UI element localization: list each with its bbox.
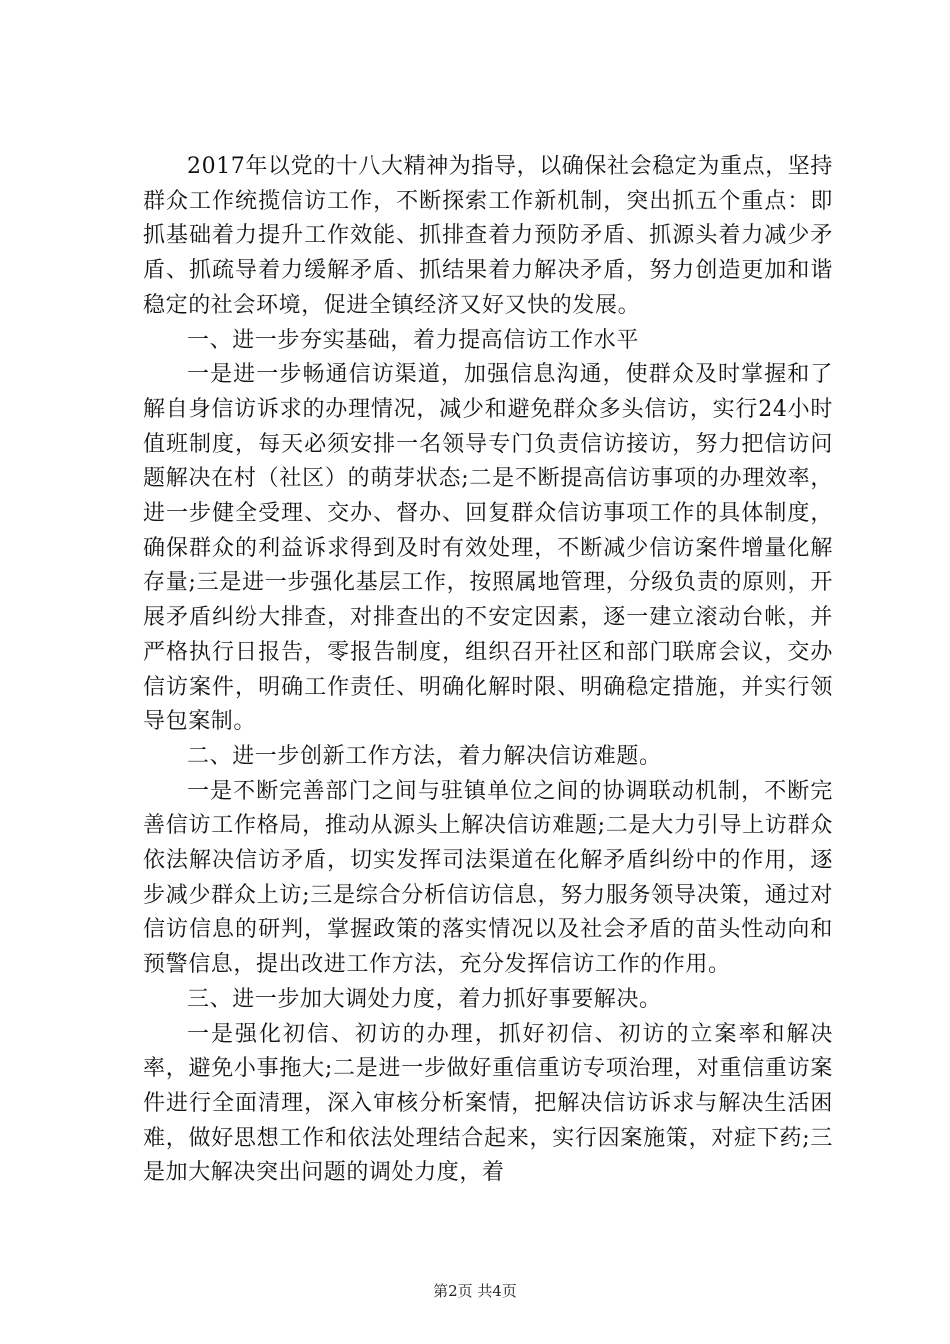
heading-section-3: 三、进一步加大调处力度，着力抓好事要解决。 (187, 986, 662, 1012)
paragraph-section-2: 一是不断完善部门之间与驻镇单位之间的协调联动机制，不断完善信访工作格局，推动从源头上解决信访难题;二是大力引导上访群众依法解决信访矛盾，切实发挥司法渠道在化解矛盾纠纷中的作用，逐步减少群众上访;三是综合分析信访信息，努力服务领导决策，通过对信访信息的研判，掌握政策的落实情况以及社会矛盾的苗头性动向和预警信息，提出改进工作方法，充分发挥信访工作的作用。 (143, 778, 833, 978)
document-body (143, 150, 833, 1191)
heading-section-1: 一、进一步夯实基础，着力提高信访工作水平 (187, 327, 640, 353)
paragraph-section-3: 一是强化初信、初访的办理，抓好初信、初访的立案率和解决率，避免小事拖大;二是进一步做好重信重访专项治理，对重信重访案件进行全面清理，深入审核分析案情，把解决信访诉求与解决生活困难，做好思想工作和依法处理结合起来，实行因案施策，对症下药;三是加大解决突出问题的调处力度，着 (143, 1021, 833, 1186)
page-number: 第2页 共4页 (433, 1282, 517, 1300)
page-footer (0, 1280, 950, 1301)
paragraph-section-1: 一是进一步畅通信访渠道，加强信息沟通，使群众及时掌握和了解自身信访诉求的办理情况，减少和避免群众多头信访，实行24小时值班制度，每天必须安排一名领导专门负责信访接访，努力把信访问题解决在村（社区）的萌芽状态;二是不断提高信访事项的办理效率，进一步健全受理、交办、督办、回复群众信访事项工作的具体制度，确保群众的利益诉求得到及时有效处理，不断减少信访案件增量化解存量;三是进一步强化基层工作，按照属地管理，分级负责的原则，开展矛盾纠纷大排查，对排查出的不安定因素，逐一建立滚动台帐，并严格执行日报告，零报告制度，组织召开社区和部门联席会议，交办信访案件，明确工作责任、明确化解时限、明确稳定措施，并实行领导包案制。 (143, 362, 833, 735)
heading-section-2: 二、进一步创新工作方法，着力解决信访难题。 (187, 743, 662, 769)
paragraph-intro: 2017年以党的十八大精神为指导，以确保社会稳定为重点，坚持群众工作统揽信访工作，不断探索工作新机制，突出抓五个重点：即抓基础着力提升工作效能、抓排查着力预防矛盾、抓源头着力减少矛盾、抓疏导着力缓解矛盾、抓结果着力解决矛盾，努力创造更加和谐稳定的社会环境，促进全镇经济又好又快的发展。 (143, 154, 833, 318)
